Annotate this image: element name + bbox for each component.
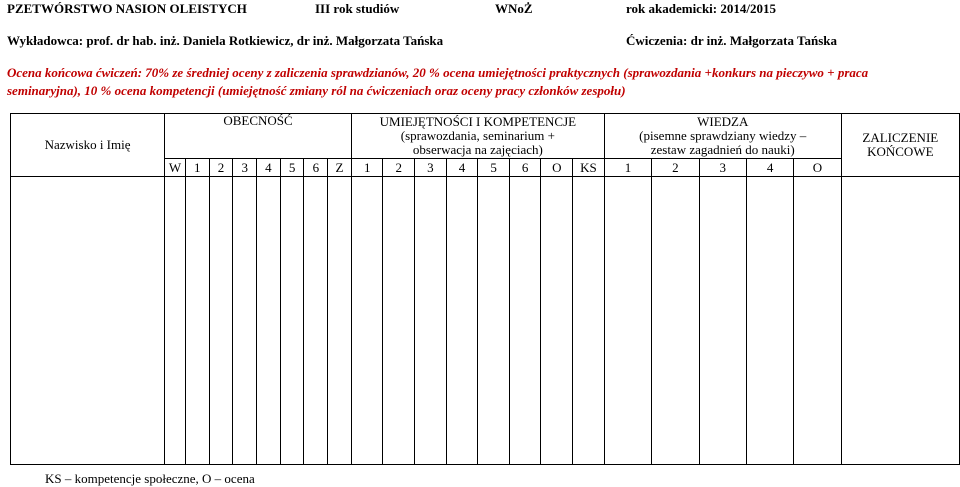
knowledge-col: O — [794, 159, 841, 177]
skills-col: KS — [573, 159, 605, 177]
attendance-col: 5 — [280, 159, 304, 177]
name-column-header: Nazwisko i Imię — [11, 114, 165, 177]
skills-col: 6 — [509, 159, 541, 177]
table-row — [11, 177, 960, 465]
skills-col: 5 — [478, 159, 510, 177]
attendance-col: 6 — [304, 159, 328, 177]
grading-description-line2: seminaryjna), 10 % ocena kompetencji (umiejętność zmiany ról na ćwiczeniach oraz oceny pracy członków zespołu) — [7, 83, 626, 98]
attendance-col: 4 — [257, 159, 281, 177]
skills-header: UMIEJĘTNOŚCI I KOMPETENCJE (sprawozdania, seminarium + obserwacja na zajęciach) — [351, 114, 604, 159]
grading-description-line1: Ocena końcowa ćwiczeń: 70% ze średniej oceny z zaliczenia sprawdzianów, 20 % ocena umiejętności praktycznych (sprawozdania +konkurs na pieczywo + praca — [7, 65, 869, 80]
final-grade-header: ZALICZENIE KOŃCOWE — [841, 114, 959, 177]
skills-col: 2 — [383, 159, 415, 177]
attendance-col: 2 — [209, 159, 233, 177]
skills-col: 1 — [351, 159, 383, 177]
knowledge-col: 3 — [699, 159, 746, 177]
attendance-header: OBECNOŚĆ — [165, 114, 352, 159]
attendance-col: 1 — [185, 159, 209, 177]
study-year: III rok studiów — [315, 1, 400, 16]
exercise-instructor: Ćwiczenia: dr inż. Małgorzata Tańska — [626, 33, 838, 48]
final-grade-cell[interactable] — [841, 177, 959, 465]
attendance-col: Z — [328, 159, 352, 177]
faculty: WNoŻ — [495, 1, 533, 16]
lecturer: Wykładowca: prof. dr hab. inż. Daniela Rotkiewicz, dr inż. Małgorzata Tańska — [7, 33, 444, 48]
attendance-col: 3 — [233, 159, 257, 177]
name-cell[interactable] — [11, 177, 165, 465]
course-title: PZETWÓRSTWO NASION OLEISTYCH — [7, 1, 247, 16]
knowledge-col: 1 — [604, 159, 651, 177]
knowledge-col: 4 — [746, 159, 793, 177]
attendance-col: W — [165, 159, 186, 177]
knowledge-col: 2 — [652, 159, 699, 177]
footnote: KS – kompetencje społeczne, O – ocena — [45, 471, 255, 486]
skills-col: 4 — [446, 159, 478, 177]
knowledge-header: WIEDZA (pisemne sprawdziany wiedzy – zestaw zagadnień do nauki) — [604, 114, 841, 159]
grade-table — [10, 113, 960, 465]
skills-col: 3 — [415, 159, 447, 177]
skills-col: O — [541, 159, 573, 177]
academic-year: rok akademicki: 2014/2015 — [626, 1, 776, 16]
